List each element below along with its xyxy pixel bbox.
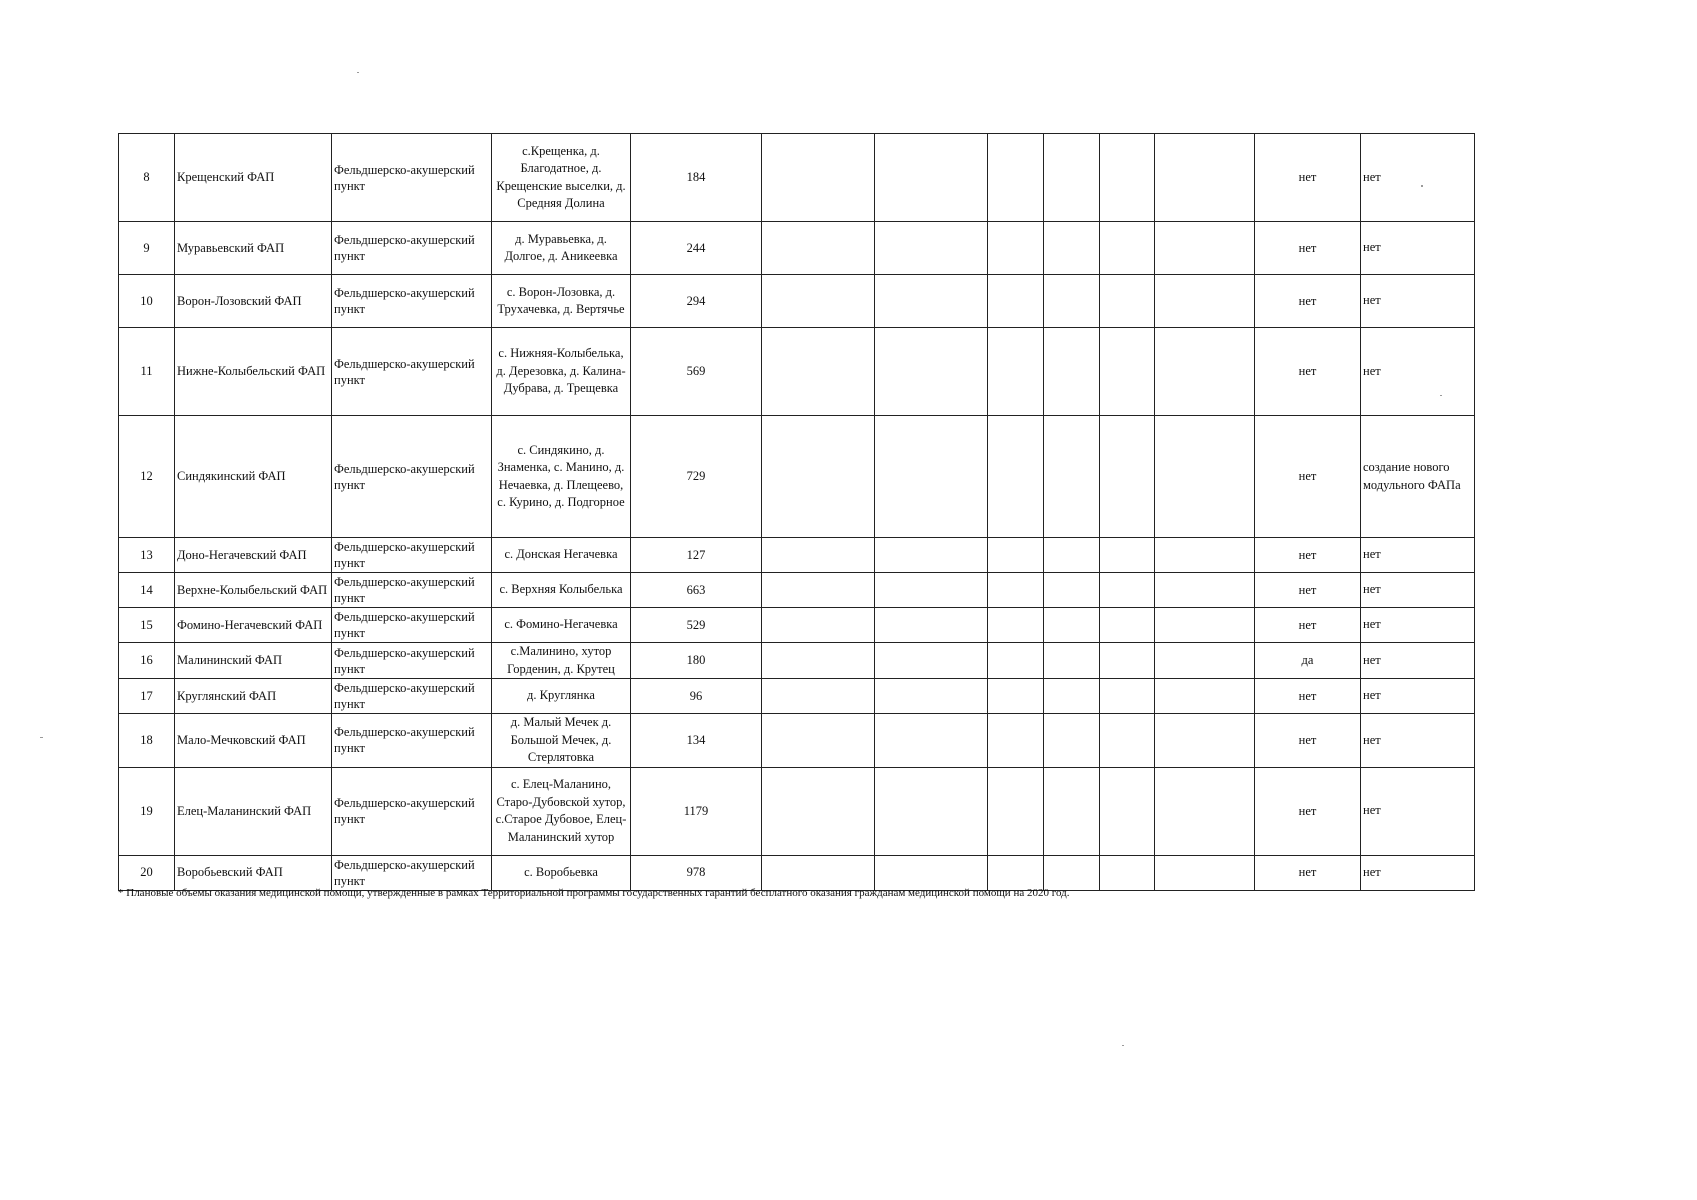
empty-cell [875, 416, 988, 538]
empty-cell [988, 855, 1044, 890]
empty-cell [988, 538, 1044, 573]
row-number-cell: 14 [119, 573, 175, 608]
settlements-cell: с. Верхняя Колыбелька [492, 573, 631, 608]
empty-cell [1155, 573, 1255, 608]
planned-action-cell: создание нового модульного ФАПа [1361, 416, 1475, 538]
empty-cell [762, 608, 875, 643]
empty-cell [875, 538, 988, 573]
population-cell: 569 [631, 328, 762, 416]
status-flag-cell: да [1255, 643, 1361, 679]
facility-type-cell: Фельдшерско-акушерский пункт [332, 679, 492, 714]
row-number-cell: 11 [119, 328, 175, 416]
empty-cell [1155, 328, 1255, 416]
population-cell: 529 [631, 608, 762, 643]
empty-cell [875, 222, 988, 275]
fap-table [118, 133, 1475, 891]
status-flag-cell: нет [1255, 679, 1361, 714]
facility-type-cell: Фельдшерско-акушерский пункт [332, 222, 492, 275]
status-flag-cell: нет [1255, 222, 1361, 275]
scan-speck [40, 737, 43, 738]
fap-name-cell: Воробьевский ФАП [175, 855, 332, 890]
empty-cell [988, 222, 1044, 275]
table-row [119, 714, 1475, 768]
fap-name-cell: Елец-Маланинский ФАП [175, 767, 332, 855]
empty-cell [1044, 416, 1100, 538]
facility-type-cell: Фельдшерско-акушерский пункт [332, 714, 492, 768]
empty-cell [1100, 222, 1155, 275]
facility-type-cell: Фельдшерско-акушерский пункт [332, 328, 492, 416]
row-number-cell: 15 [119, 608, 175, 643]
empty-cell [875, 855, 988, 890]
empty-cell [1100, 328, 1155, 416]
row-number-cell: 9 [119, 222, 175, 275]
empty-cell [1100, 855, 1155, 890]
empty-cell [875, 679, 988, 714]
settlements-cell: с. Ворон-Лозовка, д. Трухачевка, д. Вертячье [492, 275, 631, 328]
row-number-cell: 18 [119, 714, 175, 768]
empty-cell [875, 134, 988, 222]
row-number-cell: 8 [119, 134, 175, 222]
empty-cell [1155, 222, 1255, 275]
empty-cell [988, 573, 1044, 608]
scan-speck [357, 72, 359, 73]
empty-cell [988, 275, 1044, 328]
status-flag-cell: нет [1255, 767, 1361, 855]
empty-cell [988, 679, 1044, 714]
table-row [119, 328, 1475, 416]
empty-cell [875, 714, 988, 768]
empty-cell [762, 416, 875, 538]
planned-action-cell: нет [1361, 134, 1475, 222]
planned-action-cell: нет [1361, 714, 1475, 768]
empty-cell [762, 573, 875, 608]
empty-cell [1155, 855, 1255, 890]
empty-cell [1100, 275, 1155, 328]
fap-name-cell: Синдякинский ФАП [175, 416, 332, 538]
facility-type-cell: Фельдшерско-акушерский пункт [332, 855, 492, 890]
empty-cell [762, 855, 875, 890]
row-number-cell: 13 [119, 538, 175, 573]
facility-type-cell: Фельдшерско-акушерский пункт [332, 643, 492, 679]
status-flag-cell: нет [1255, 608, 1361, 643]
settlements-cell: с.Малинино, хутор Горденин, д. Крутец [492, 643, 631, 679]
population-cell: 244 [631, 222, 762, 275]
population-cell: 134 [631, 714, 762, 768]
empty-cell [762, 643, 875, 679]
fap-name-cell: Нижне-Колыбельский ФАП [175, 328, 332, 416]
table-row [119, 679, 1475, 714]
planned-action-cell: нет [1361, 222, 1475, 275]
population-cell: 180 [631, 643, 762, 679]
facility-type-cell: Фельдшерско-акушерский пункт [332, 538, 492, 573]
empty-cell [762, 134, 875, 222]
empty-cell [1044, 573, 1100, 608]
empty-cell [1155, 134, 1255, 222]
empty-cell [988, 643, 1044, 679]
empty-cell [875, 608, 988, 643]
footnote: * Плановые объемы оказания медицинской помощи, утвержденные в рамках Территориальной программы государственных гарантий бесплатного оказания гражданам медицинской помощи на 2020 год. [118, 887, 1070, 899]
population-cell: 294 [631, 275, 762, 328]
settlements-cell: с. Донская Негачевка [492, 538, 631, 573]
empty-cell [762, 538, 875, 573]
empty-cell [762, 767, 875, 855]
table-row [119, 538, 1475, 573]
planned-action-cell: нет [1361, 643, 1475, 679]
fap-name-cell: Крещенский ФАП [175, 134, 332, 222]
empty-cell [1100, 573, 1155, 608]
empty-cell [1155, 714, 1255, 768]
facility-type-cell: Фельдшерско-акушерский пункт [332, 767, 492, 855]
row-number-cell: 10 [119, 275, 175, 328]
population-cell: 729 [631, 416, 762, 538]
status-flag-cell: нет [1255, 416, 1361, 538]
empty-cell [1100, 679, 1155, 714]
table-body [119, 134, 1475, 891]
fap-name-cell: Малининский ФАП [175, 643, 332, 679]
settlements-cell: с.Крещенка, д. Благодатное, д. Крещенские выселки, д. Средняя Долина [492, 134, 631, 222]
empty-cell [875, 328, 988, 416]
fap-name-cell: Муравьевский ФАП [175, 222, 332, 275]
empty-cell [1100, 643, 1155, 679]
empty-cell [1155, 538, 1255, 573]
empty-cell [875, 767, 988, 855]
row-number-cell: 20 [119, 855, 175, 890]
settlements-cell: д. Малый Мечек д. Большой Мечек, д. Стерлятовка [492, 714, 631, 768]
planned-action-cell: нет [1361, 573, 1475, 608]
settlements-cell: с. Елец-Маланино, Старо-Дубовской хутор, с.Старое Дубовое, Елец-Маланинский хутор [492, 767, 631, 855]
status-flag-cell: нет [1255, 573, 1361, 608]
row-number-cell: 12 [119, 416, 175, 538]
empty-cell [875, 573, 988, 608]
settlements-cell: д. Круглянка [492, 679, 631, 714]
fap-name-cell: Доно-Негачевский ФАП [175, 538, 332, 573]
fap-name-cell: Ворон-Лозовский ФАП [175, 275, 332, 328]
empty-cell [1044, 328, 1100, 416]
empty-cell [1100, 767, 1155, 855]
fap-name-cell: Фомино-Негачевский ФАП [175, 608, 332, 643]
empty-cell [988, 714, 1044, 768]
settlements-cell: д. Муравьевка, д. Долгое, д. Аникеевка [492, 222, 631, 275]
settlements-cell: с. Воробьевка [492, 855, 631, 890]
empty-cell [1100, 538, 1155, 573]
empty-cell [762, 275, 875, 328]
empty-cell [1044, 679, 1100, 714]
empty-cell [1155, 767, 1255, 855]
empty-cell [1100, 416, 1155, 538]
row-number-cell: 16 [119, 643, 175, 679]
empty-cell [1044, 538, 1100, 573]
table-row [119, 608, 1475, 643]
population-cell: 96 [631, 679, 762, 714]
fap-name-cell: Мало-Мечковский ФАП [175, 714, 332, 768]
settlements-cell: с. Нижняя-Колыбелька, д. Дерезовка, д. Калина-Дубрава, д. Трещевка [492, 328, 631, 416]
planned-action-cell: нет [1361, 679, 1475, 714]
row-number-cell: 19 [119, 767, 175, 855]
planned-action-cell: нет [1361, 608, 1475, 643]
empty-cell [1044, 855, 1100, 890]
status-flag-cell: нет [1255, 538, 1361, 573]
fap-name-cell: Верхне-Колыбельский ФАП [175, 573, 332, 608]
table-row [119, 275, 1475, 328]
empty-cell [762, 328, 875, 416]
empty-cell [1044, 714, 1100, 768]
empty-cell [988, 608, 1044, 643]
table-row [119, 222, 1475, 275]
table-row [119, 643, 1475, 679]
population-cell: 1179 [631, 767, 762, 855]
planned-action-cell: нет [1361, 328, 1475, 416]
empty-cell [1100, 608, 1155, 643]
planned-action-cell: нет [1361, 767, 1475, 855]
empty-cell [875, 275, 988, 328]
empty-cell [1044, 275, 1100, 328]
empty-cell [1155, 275, 1255, 328]
empty-cell [1155, 608, 1255, 643]
table-row [119, 573, 1475, 608]
planned-action-cell: нет [1361, 275, 1475, 328]
empty-cell [988, 134, 1044, 222]
table-row [119, 416, 1475, 538]
facility-type-cell: Фельдшерско-акушерский пункт [332, 275, 492, 328]
population-cell: 663 [631, 573, 762, 608]
empty-cell [1044, 608, 1100, 643]
facility-type-cell: Фельдшерско-акушерский пункт [332, 134, 492, 222]
empty-cell [762, 679, 875, 714]
fap-name-cell: Круглянский ФАП [175, 679, 332, 714]
row-number-cell: 17 [119, 679, 175, 714]
status-flag-cell: нет [1255, 328, 1361, 416]
facility-type-cell: Фельдшерско-акушерский пункт [332, 608, 492, 643]
empty-cell [988, 328, 1044, 416]
table-row [119, 855, 1475, 890]
status-flag-cell: нет [1255, 134, 1361, 222]
empty-cell [988, 416, 1044, 538]
planned-action-cell: нет [1361, 855, 1475, 890]
status-flag-cell: нет [1255, 714, 1361, 768]
empty-cell [1100, 714, 1155, 768]
facility-type-cell: Фельдшерско-акушерский пункт [332, 573, 492, 608]
empty-cell [762, 222, 875, 275]
facility-type-cell: Фельдшерско-акушерский пункт [332, 416, 492, 538]
scan-speck [1122, 1045, 1124, 1046]
empty-cell [762, 714, 875, 768]
empty-cell [1044, 222, 1100, 275]
status-flag-cell: нет [1255, 275, 1361, 328]
population-cell: 127 [631, 538, 762, 573]
population-cell: 978 [631, 855, 762, 890]
empty-cell [1155, 416, 1255, 538]
empty-cell [988, 767, 1044, 855]
planned-action-cell: нет [1361, 538, 1475, 573]
empty-cell [875, 643, 988, 679]
empty-cell [1155, 643, 1255, 679]
empty-cell [1044, 767, 1100, 855]
table-row [119, 767, 1475, 855]
empty-cell [1044, 134, 1100, 222]
empty-cell [1044, 643, 1100, 679]
settlements-cell: с. Фомино-Негачевка [492, 608, 631, 643]
population-cell: 184 [631, 134, 762, 222]
empty-cell [1100, 134, 1155, 222]
settlements-cell: с. Синдякино, д. Знаменка, с. Манино, д. Нечаевка, д. Плещеево, с. Курино, д. Подгорное [492, 416, 631, 538]
status-flag-cell: нет [1255, 855, 1361, 890]
empty-cell [1155, 679, 1255, 714]
table-row [119, 134, 1475, 222]
